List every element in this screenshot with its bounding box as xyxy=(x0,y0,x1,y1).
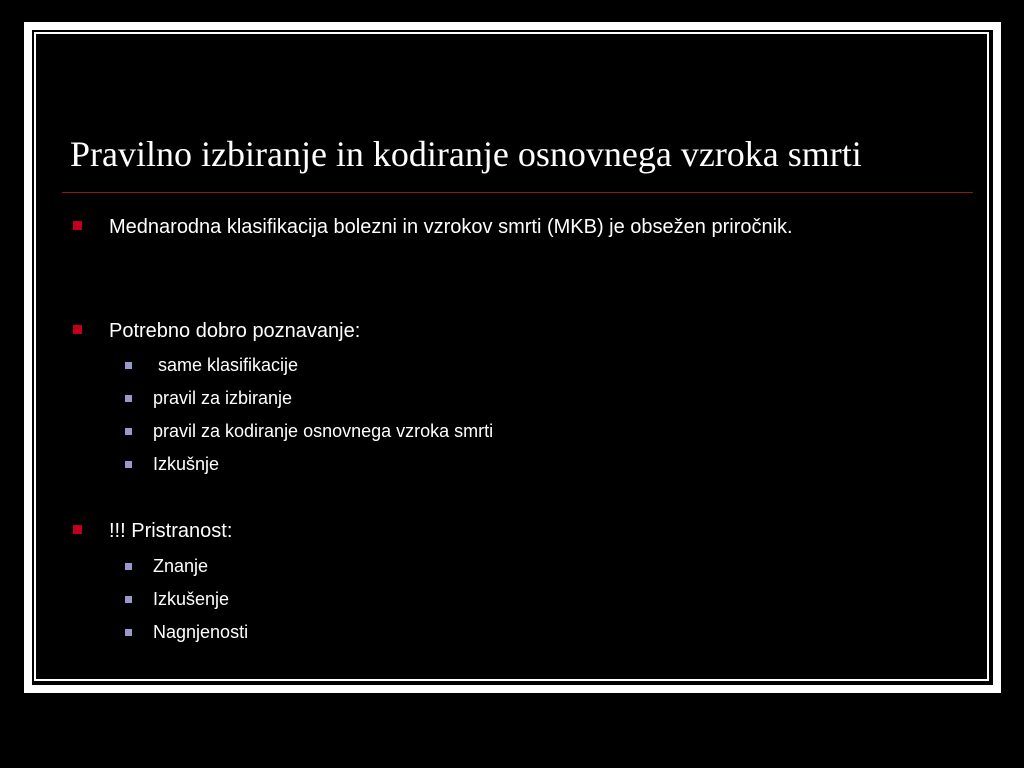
square-sub-bullet-icon xyxy=(125,395,132,402)
bullet-text: !!! Pristranost: xyxy=(109,520,233,542)
sub-bullet-text: Znanje xyxy=(153,556,209,576)
square-sub-bullet-icon xyxy=(125,428,132,435)
bullet-text: Potrebno dobro poznavanje: xyxy=(109,320,361,342)
square-sub-bullet-icon xyxy=(125,362,132,369)
square-sub-bullet-icon xyxy=(125,629,132,636)
sub-bullet-text: pravil za izbiranje xyxy=(153,388,293,408)
square-sub-bullet-icon xyxy=(125,563,132,570)
sub-bullet-text: Izkušnje xyxy=(153,454,220,474)
sub-bullet-text: same klasifikacije xyxy=(153,355,299,375)
square-sub-bullet-icon xyxy=(125,461,132,468)
sub-bullet-text: pravil za kodiranje osnovnega vzroka smrti xyxy=(153,421,494,441)
square-bullet-icon xyxy=(73,525,82,534)
square-sub-bullet-icon xyxy=(125,596,132,603)
slide-title: Pravilno izbiranje in kodiranje osnovnega vzroka smrti xyxy=(70,134,862,174)
sub-bullet-text: Izkušenje xyxy=(153,589,230,609)
sub-bullet-text: Nagnjenosti xyxy=(153,622,249,642)
square-bullet-icon xyxy=(73,221,82,230)
square-bullet-icon xyxy=(73,325,82,334)
bullet-text: Mednarodna klasifikacija bolezni in vzrokov smrti (MKB) je obsežen priročnik. xyxy=(109,216,793,238)
